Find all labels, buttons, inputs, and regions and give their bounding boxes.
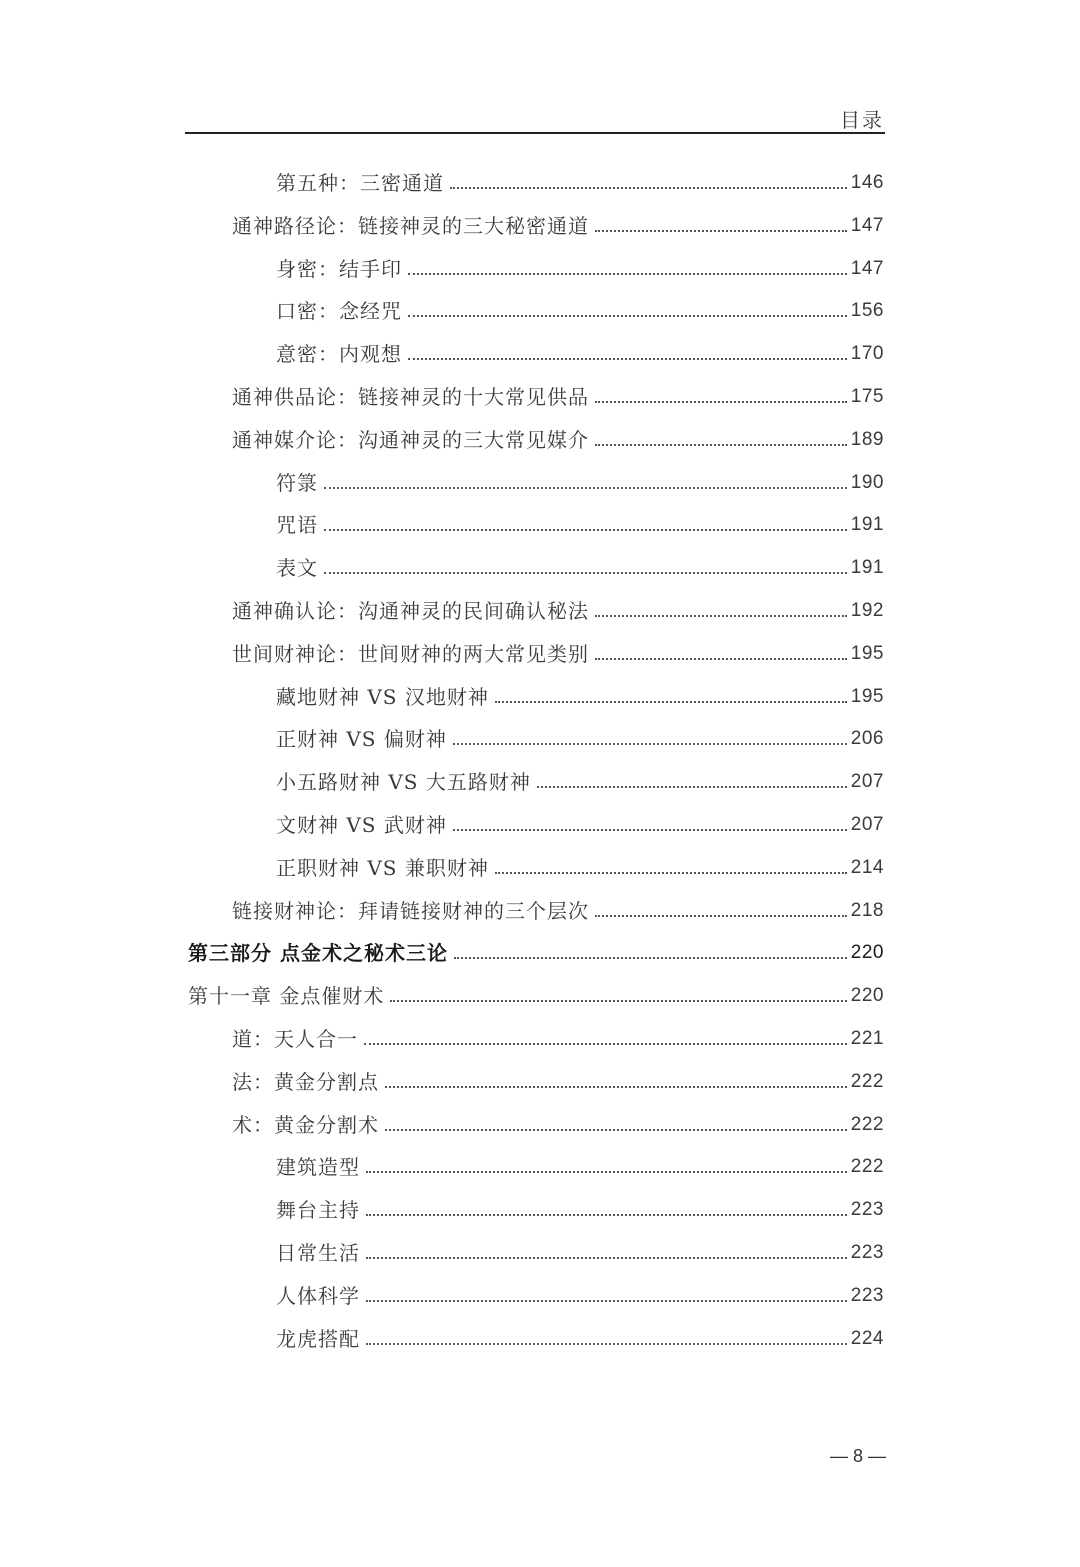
toc-entry[interactable] [276, 254, 884, 284]
toc-entry[interactable] [232, 382, 884, 412]
toc-entry[interactable] [232, 1110, 884, 1140]
toc-dot-leader [453, 828, 847, 831]
toc-entry-label: 道：天人合一 [232, 1027, 358, 1051]
toc-entry-page: 206 [850, 728, 884, 750]
toc-entry-page: 191 [850, 557, 884, 579]
toc-entry[interactable] [276, 1324, 884, 1354]
toc-entry-page: 220 [850, 942, 884, 964]
toc-entry[interactable] [276, 1281, 884, 1311]
toc-dot-leader [324, 571, 847, 574]
toc-entry-page: 214 [850, 856, 884, 878]
toc-entry-label: 建筑造型 [276, 1155, 360, 1180]
toc-entry-label: 第十一章 金点催财术 [188, 984, 385, 1009]
toc-entry-page: 218 [850, 899, 884, 921]
toc-entry-page: 222 [850, 1070, 884, 1092]
toc-dot-leader [366, 1170, 847, 1173]
toc-entry-page: 195 [850, 642, 884, 664]
toc-entry-label: 舞台主持 [276, 1198, 360, 1223]
toc-entry[interactable] [232, 639, 884, 669]
toc-entry-label: 通神供品论：链接神灵的十大常见供品 [232, 385, 589, 409]
toc-entry-label: 链接财神论：拜请链接财神的三个层次 [232, 898, 589, 923]
toc-entry-label: 小五路财神 VS 大五路财神 [276, 770, 531, 795]
toc-entry[interactable] [232, 596, 884, 626]
toc-entry-label: 第三部分 点金术之秘术三论 [188, 941, 448, 966]
page-number: — 8 — [829, 1446, 886, 1466]
toc-entry-page: 156 [850, 300, 884, 322]
toc-entry-label: 口密：念经咒 [276, 299, 402, 324]
toc-entry-label: 文财神 VS 武财神 [276, 813, 447, 837]
toc-entry-label: 身密：结手印 [276, 256, 402, 281]
toc-dot-leader [595, 614, 847, 617]
toc-entry-label: 日常生活 [276, 1241, 360, 1265]
toc-dot-leader [385, 1085, 847, 1088]
toc-dot-leader [408, 272, 847, 275]
toc-entry-label: 术：黄金分割术 [232, 1112, 379, 1137]
toc-dot-leader [324, 486, 847, 489]
toc-dot-leader [454, 956, 847, 959]
toc-entry-page: 195 [850, 685, 884, 707]
toc-entry-label: 龙虎搭配 [276, 1326, 360, 1351]
toc-entry-page: 221 [850, 1028, 884, 1049]
toc-entry-page: 191 [850, 514, 884, 536]
toc-entry[interactable] [276, 767, 884, 797]
toc-entry[interactable] [232, 425, 884, 455]
toc-entry-page: 170 [850, 343, 884, 365]
toc-entry[interactable] [276, 1152, 884, 1182]
toc-dot-leader [453, 742, 847, 745]
toc-entry-page: 223 [850, 1199, 884, 1221]
toc-part-entry[interactable] [188, 938, 884, 968]
toc-entry-page: 207 [850, 771, 884, 793]
running-header-title: 目录 [840, 108, 884, 132]
toc-entry-label: 正财神 VS 偏财神 [276, 727, 447, 752]
toc-entry-label: 世间财神论：世间财神的两大常见类别 [232, 641, 589, 666]
toc-entry[interactable] [276, 296, 884, 326]
toc-entry-label: 第五种：三密通道 [276, 171, 444, 195]
toc-entry[interactable] [276, 724, 884, 754]
toc-dot-leader [366, 1213, 847, 1216]
toc-entry-page: 146 [850, 172, 884, 193]
toc-dot-leader [595, 443, 847, 446]
toc-entry[interactable] [276, 853, 884, 883]
toc-entry[interactable] [276, 339, 884, 369]
toc-entry-label: 正职财神 VS 兼职财神 [276, 855, 489, 880]
toc-dot-leader [595, 657, 847, 660]
toc-entry[interactable] [276, 1195, 884, 1225]
toc-dot-leader [595, 914, 847, 917]
toc-entry-page: 147 [850, 257, 884, 279]
toc-entry-label: 藏地财神 VS 汉地财神 [276, 684, 489, 709]
toc-entry-page: 223 [850, 1284, 884, 1306]
toc-entry-page: 147 [850, 214, 884, 236]
toc-entry-label: 人体科学 [276, 1283, 360, 1308]
toc-dot-leader [595, 400, 847, 403]
toc-dot-leader [385, 1128, 847, 1131]
toc-dot-leader [495, 700, 847, 703]
toc-dot-leader [408, 314, 847, 317]
toc-entry-page: 189 [850, 428, 884, 450]
toc-entry[interactable] [232, 1067, 884, 1097]
toc-entry-page: 222 [850, 1113, 884, 1135]
toc-dot-leader [495, 871, 847, 874]
toc-entry-page: 175 [850, 386, 884, 407]
toc-entry-page: 207 [850, 814, 884, 835]
toc-dot-leader [324, 528, 847, 531]
toc-entry-page: 224 [850, 1327, 884, 1349]
toc-entry-page: 223 [850, 1242, 884, 1263]
toc-entry-label: 表文 [276, 556, 318, 581]
toc-entry[interactable] [276, 510, 884, 540]
toc-entry[interactable] [276, 810, 884, 840]
toc-entry-page: 190 [850, 471, 884, 493]
toc-entry-label: 通神路径论：链接神灵的三大秘密通道 [232, 213, 589, 238]
toc-entry[interactable] [276, 1238, 884, 1268]
toc-dot-leader [366, 1299, 847, 1302]
toc-entry[interactable] [276, 553, 884, 583]
toc-entry[interactable] [232, 896, 884, 926]
toc-dot-leader [366, 1256, 847, 1259]
toc-dot-leader [390, 999, 846, 1002]
toc-dot-leader [366, 1342, 847, 1345]
toc-entry[interactable] [232, 1024, 884, 1054]
toc-entry-page: 222 [850, 1156, 884, 1178]
toc-entry[interactable] [276, 682, 884, 712]
toc-dot-leader [364, 1042, 847, 1045]
toc-dot-leader [537, 785, 847, 788]
toc-dot-leader [595, 229, 847, 232]
toc-entry[interactable] [232, 211, 884, 241]
toc-dot-leader [450, 186, 847, 189]
toc-entry[interactable] [188, 981, 884, 1011]
toc-entry-label: 通神确认论：沟通神灵的民间确认秘法 [232, 599, 589, 623]
toc-entry-label: 咒语 [276, 513, 318, 538]
toc-entry-label: 通神媒介论：沟通神灵的三大常见媒介 [232, 427, 589, 452]
toc-entry-label: 符箓 [276, 470, 318, 495]
toc-entry-page: 220 [850, 985, 884, 1007]
header-rule [185, 132, 885, 134]
toc-dot-leader [408, 357, 847, 360]
toc-entry[interactable] [276, 468, 884, 498]
toc-entry-page: 192 [850, 600, 884, 621]
toc-entry-label: 意密：内观想 [276, 342, 402, 367]
toc-entry-label: 法：黄金分割点 [232, 1069, 379, 1094]
toc-entry[interactable] [276, 168, 884, 198]
